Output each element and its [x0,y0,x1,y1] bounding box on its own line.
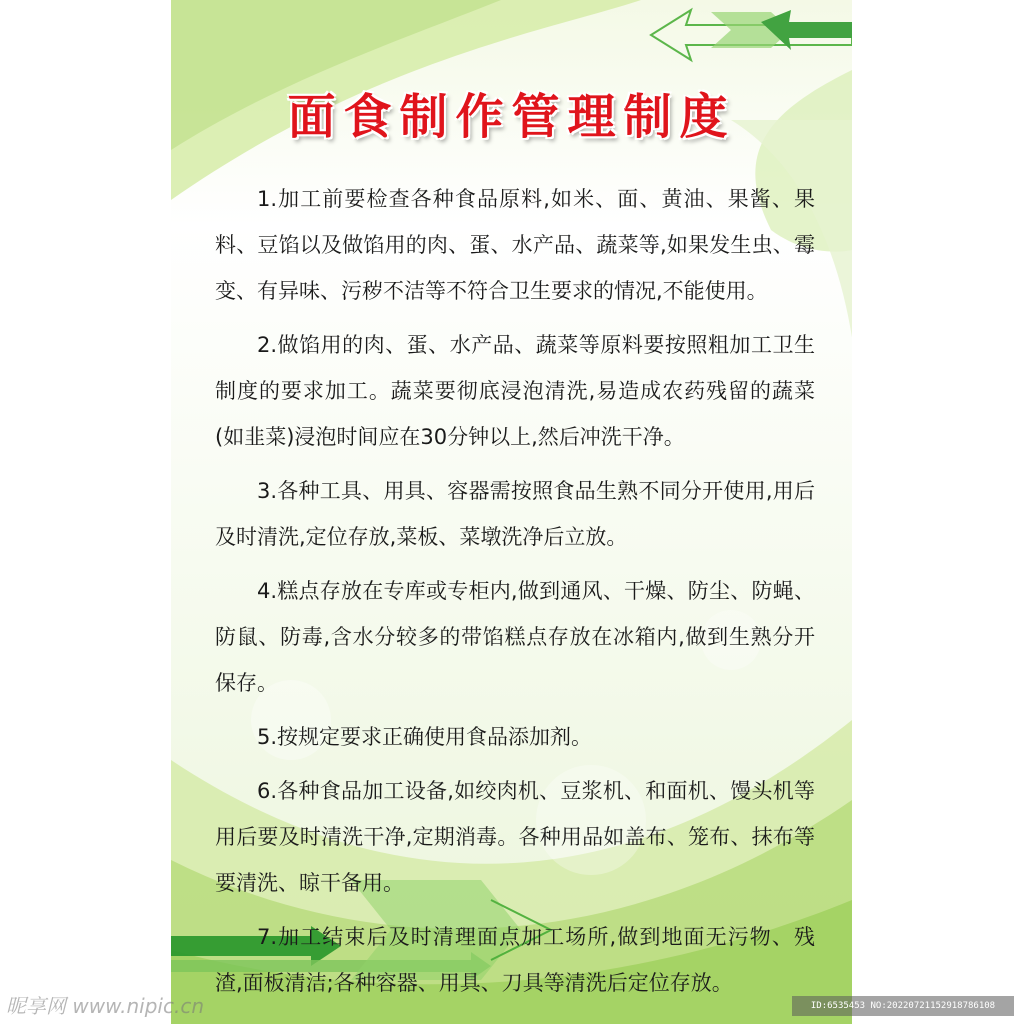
rule-item-6: 6.各种食品加工设备,如绞肉机、豆浆机、和面机、馒头机等用后要及时清洗干净,定期消毒。各种用品如盖布、笼布、抹布等要清洗、晾干备用。 [215,779,815,895]
rule-item-7: 7.加工结束后及时清理面点加工场所,做到地面无污物、残渣,面板清洁;各种容器、用具、刀具等清洗后定位存放。 [215,925,815,995]
rule-item-1: 1.加工前要检查各种食品原料,如米、面、黄油、果酱、果料、豆馅以及做馅用的肉、蛋、水产品、蔬菜等,如果发生虫、霉变、有异味、污秽不洁等不符合卫生要求的情况,不能使用。 [215,187,815,303]
rule-item-2: 2.做馅用的肉、蛋、水产品、蔬菜等原料要按照粗加工卫生制度的要求加工。蔬菜要彻底浸泡清洗,易造成农药残留的蔬菜(如韭菜)浸泡时间应在30分钟以上,然后冲洗干净。 [215,333,815,449]
poster-board [171,0,852,1024]
rule-item-4: 4.糕点存放在专库或专柜内,做到通风、干燥、防尘、防蝇、防鼠、防毒,含水分较多的带馅糕点存放在冰箱内,做到生熟分开保存。 [215,579,815,695]
rule-item-3: 3.各种工具、用具、容器需按照食品生熟不同分开使用,用后及时清洗,定位存放,菜板、菜墩洗净后立放。 [215,479,815,549]
watermark-site-logo: 昵享网 www.nipic.cn [6,994,205,1018]
rules-list [215,176,815,1014]
rule-item-5: 5.按规定要求正确使用食品添加剂。 [257,725,593,749]
poster-title: 面食制作管理制度 [287,89,736,145]
watermark-id-label: ID:6535453 NO:20220721152918786108 [792,996,1014,1016]
